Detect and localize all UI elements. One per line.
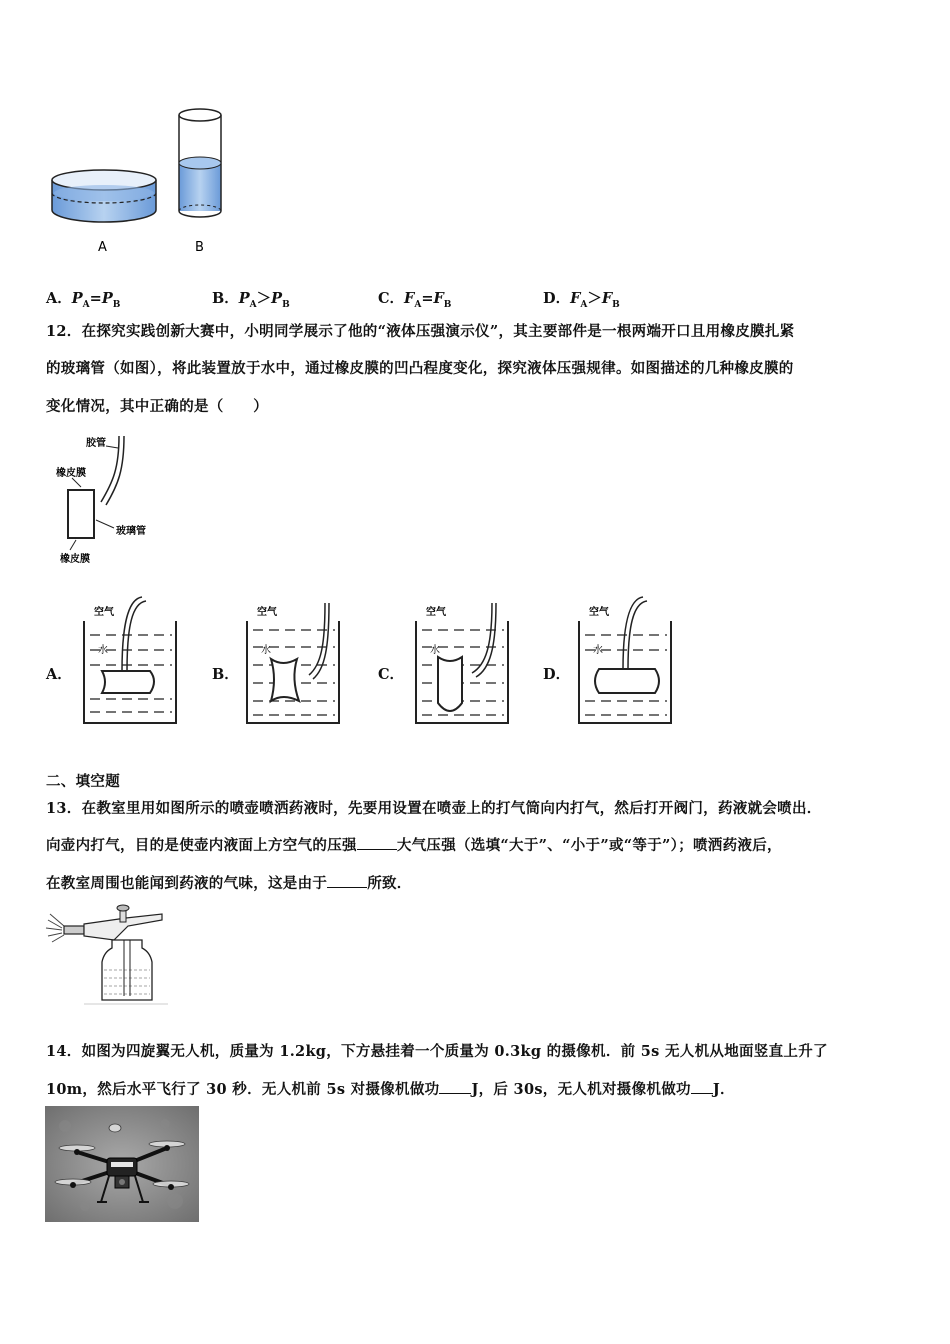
air-label: 空气 (94, 607, 114, 618)
sub: A (414, 299, 422, 310)
q14-blank-2[interactable] (691, 1081, 713, 1094)
operator: ＞ (256, 290, 272, 307)
air-label: 空气 (257, 607, 277, 618)
label-membrane-bottom: 橡皮膜 (60, 554, 90, 565)
operator: = (89, 290, 102, 307)
q12-option-d-label[interactable]: D． (543, 666, 571, 683)
beaker-option-d (575, 595, 675, 727)
q13-line-2-part-a: 向壶内打气，目的是使壶内液面上方空气的压强 (46, 837, 357, 854)
water-label: 水 (430, 645, 440, 656)
cylinders-figure (40, 105, 240, 265)
air-label: 空气 (589, 607, 609, 618)
var-p: P (101, 290, 113, 307)
q12-line-2: 的玻璃管（如图），将此装置放于水中，通过橡皮膜的凹凸程度变化，探究液体压强规律。如图描述的几种橡皮膜的 (46, 360, 794, 377)
var-f: F (404, 290, 415, 307)
sprayer-figure (44, 900, 168, 1006)
beaker-option-a (80, 595, 180, 727)
q14-line-2-part-a: 10m，然后水平飞行了 30 秒．无人机前 5s 对摄像机做功 (46, 1081, 440, 1098)
section-title-fill-in: 二、填空题 (46, 773, 120, 790)
label-tube: 胶管 (86, 438, 106, 449)
option-letter: B． (212, 290, 239, 307)
sub: B (612, 299, 620, 310)
option-letter: C． (378, 290, 405, 307)
option-letter: D． (543, 290, 571, 307)
water-label: 水 (593, 645, 603, 656)
sub: A (580, 299, 588, 310)
q14-line-2 (46, 1078, 735, 1099)
q13-line-2 (46, 834, 782, 855)
var-f: F (570, 290, 581, 307)
q13-line-2-part-b: 大气压强（选填“大于”、“小于”或“等于”）；喷洒药液后， (396, 837, 782, 854)
q14-line-1: 14．如图为四旋翼无人机，质量为 1.2kg，下方悬挂着一个质量为 0.3kg 的摄像机．前 5s 无人机从地面竖直上升了 (46, 1043, 828, 1060)
drone-photo (45, 1106, 199, 1222)
sub: B (282, 299, 290, 310)
var-p: P (71, 290, 83, 307)
dish-a (52, 170, 156, 222)
q14-line-2-part-b: J，后 30s，无人机对摄像机做功 (471, 1081, 691, 1098)
q13-line-3-part-b: 所致． (367, 875, 412, 892)
q13-blank-2[interactable] (327, 875, 367, 888)
q12-option-a-label[interactable]: A． (46, 666, 72, 683)
q11-option-d[interactable] (543, 287, 620, 310)
label-glass-tube: 玻璃管 (116, 526, 146, 537)
label-membrane-top: 橡皮膜 (56, 468, 86, 479)
air-label: 空气 (426, 607, 446, 618)
q11-option-c[interactable] (378, 287, 451, 310)
q11-option-a[interactable] (46, 287, 120, 310)
label-b: B (195, 240, 204, 255)
var-f: F (601, 290, 613, 307)
q14-line-2-part-c: J． (712, 1081, 735, 1098)
q11-option-b[interactable] (212, 287, 290, 310)
q12-option-c-label[interactable]: C． (378, 666, 405, 683)
var-p: P (271, 290, 283, 307)
operator: = (421, 290, 434, 307)
q13-line-3 (46, 872, 412, 893)
pressure-device-figure (46, 430, 186, 570)
sub: B (443, 299, 452, 310)
cylinder-b (179, 109, 221, 217)
q12-option-b-label[interactable]: B． (212, 666, 239, 683)
q13-blank-1[interactable] (357, 837, 397, 850)
var-p: P (238, 290, 250, 307)
sub: A (249, 299, 257, 310)
q13-line-1: 13．在教室里用如图所示的喷壶喷洒药液时，先要用设置在喷壶上的打气筒向内打气，然后打开阀门，药液就会喷出． (46, 800, 822, 817)
water-label: 水 (261, 645, 271, 656)
q13-line-3-part-a: 在教室周围也能闻到药液的气味，这是由于 (46, 875, 328, 892)
sub: B (112, 299, 121, 310)
beaker-option-c (412, 595, 512, 727)
beaker-option-b (243, 595, 343, 727)
q12-line-3: 变化情况，其中正确的是（ ） (46, 398, 268, 415)
q14-blank-1[interactable] (439, 1081, 471, 1094)
sub: A (82, 299, 90, 310)
option-letter: A． (46, 290, 72, 307)
var-f: F (433, 290, 444, 307)
operator: ＞ (587, 290, 602, 307)
water-label: 水 (98, 645, 108, 656)
q12-line-1: 12．在探究实践创新大赛中，小明同学展示了他的“液体压强演示仪”，其主要部件是一根两端开口且用橡皮膜扎紧 (46, 323, 795, 340)
label-a: A (98, 240, 107, 255)
